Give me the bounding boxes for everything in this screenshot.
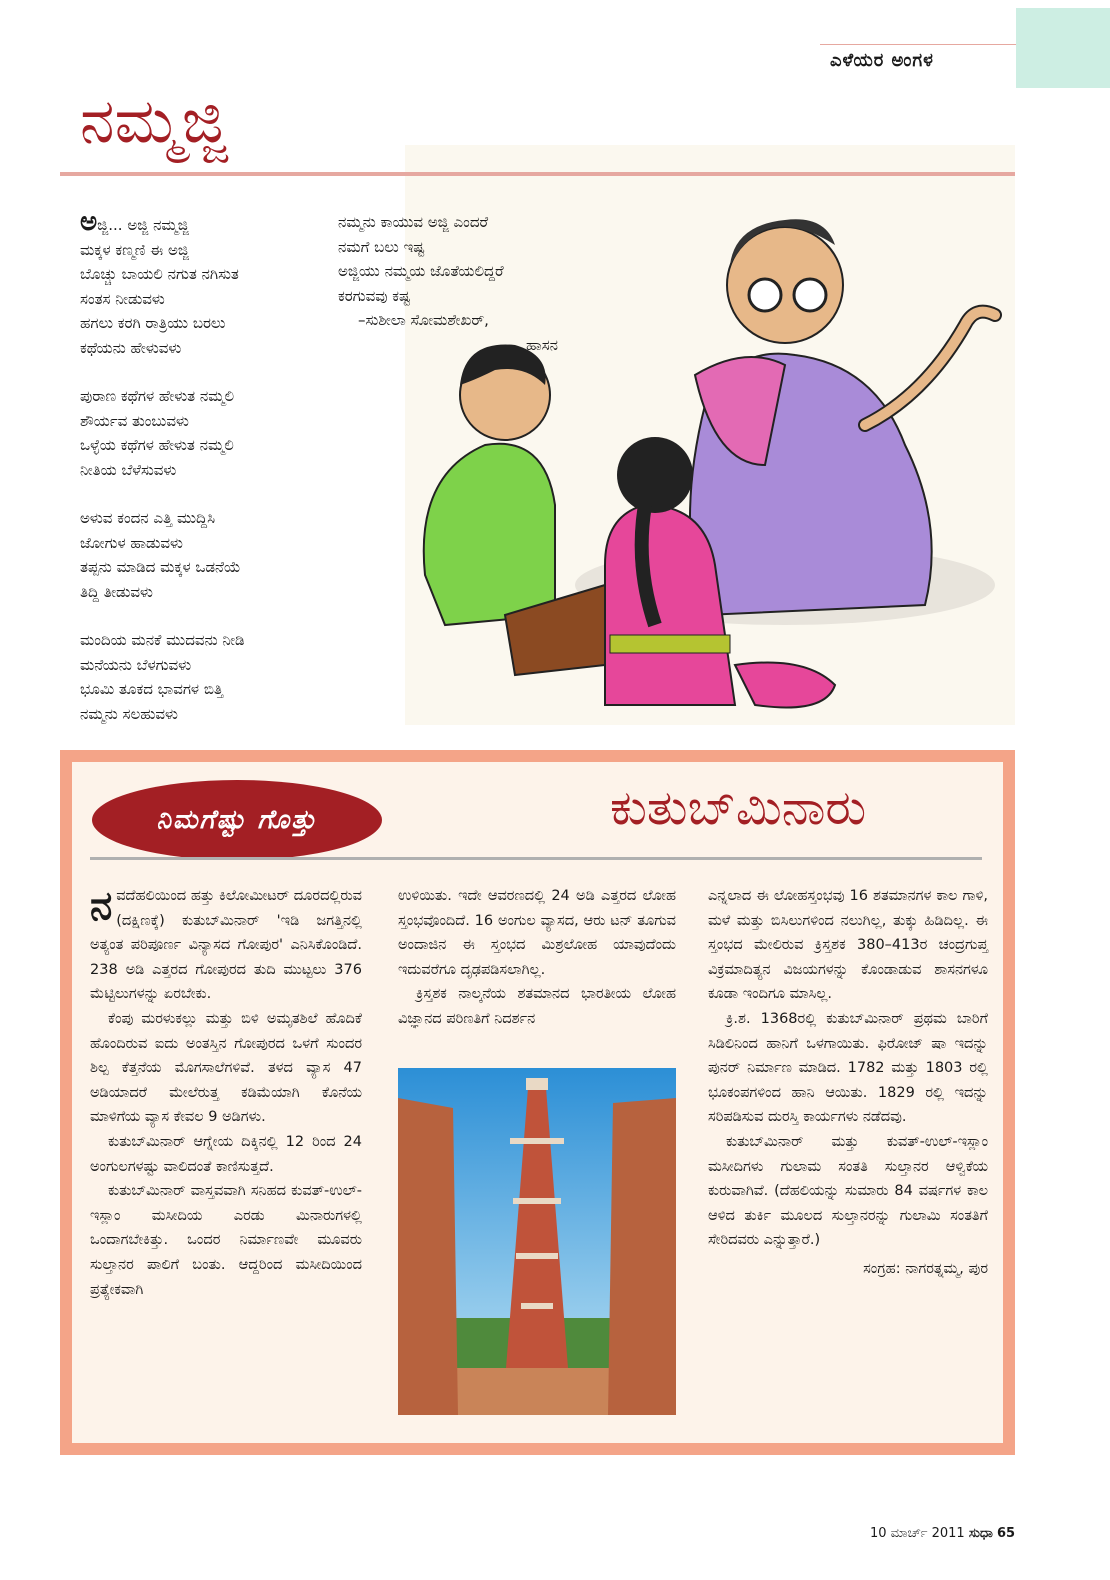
section-label: ಎಳೆಯರ ಅಂಗಳ (830, 50, 934, 71)
article-column-3 (708, 884, 988, 1282)
poem-line: ಸಂತಸ ನೀಡುವಳು (80, 289, 165, 308)
header-rule (820, 44, 1016, 45)
stanza-2 (80, 384, 330, 482)
poem-line: ಮಂದಿಯ ಮನಕೆ ಮುದವನು ನೀಡಿ (80, 631, 245, 649)
poem-line: ಶೌರ್ಯವ ತುಂಬುವಳು (80, 411, 189, 430)
poem-column-2 (338, 210, 558, 357)
article-rule (90, 857, 982, 860)
paragraph-text: ವದೆಹಲಿಯಿಂದ ಹತ್ತು ಕಿಲೋಮೀಟರ್ ದೂರದಲ್ಲಿರುವ (ದಕ್ಷಿಣಕ್ಕೆ) ಕುತುಬ್‌ಮಿನಾರ್ 'ಇಡಿ ಜಗತ್ತಿನಲ್ಲಿ ಅತ್ಯಂತ ಪರಿಪೂರ್ಣ ವಿನ್ಯಾಸದ ಗೋಪುರ' ಎನಿಸಿಕೊಂಡಿದೆ. 238 ಅಡಿ ಎತ್ತರದ ಗೋಪುರದ ತುದಿ ಮುಟ್ಟಲು 376 ಮೆಟ್ಟಿಲುಗಳನ್ನು ಏರಬೇಕು. (90, 888, 362, 1003)
poem-line: ತಪ್ಪನು ಮಾಡಿದ ಮಕ್ಕಳ ಒಡನೆಯೆ (80, 558, 241, 576)
article-credit: ಸಂಗ್ರಹ: ನಾಗರತ್ನಮ್ಮ, ಪುರ (863, 1260, 988, 1277)
paragraph: ಕುತುಬ್‌ಮಿನಾರ್ ವಾಸ್ತವವಾಗಿ ಸನಿಹದ ಕುವತ್-ಉಲ್-ಇಸ್ಲಾಂ ಮಸೀದಿಯ ಎರಡು ಮಿನಾರುಗಳಲ್ಲಿ ಒಂದಾಗಬೇಕಿತ್ತು. ಒಂದರ ನಿರ್ಮಾಣವೇ ಮೂವರು ಸುಲ್ತಾನರ ಪಾಲಿಗೆ ಬಂತು. ಆದ್ದರಿಂದ ಮಸೀದಿಯಿಂದ ಪ್ರತ್ಯೇಕವಾಗಿ (90, 1183, 362, 1298)
poem-line: ನಮ್ಮನು ಸಲಹುವಳು (80, 704, 178, 723)
poem-line: ನೀತಿಯ ಬೆಳೆಸುವಳು (80, 460, 177, 479)
poem-dropcap: ಅ (80, 207, 98, 237)
paragraph: ಎನ್ನಲಾದ ಈ ಲೋಹಸ್ತಂಭವು 16 ಶತಮಾನಗಳ ಕಾಲ ಗಾಳಿ, ಮಳೆ ಮತ್ತು ಬಿಸಿಲುಗಳಿಂದ ನಲುಗಿಲ್ಲ, ತುಕ್ಕು ಹಿಡಿದಿಲ್ಲ. ಈ ಸ್ತಂಭದ ಮೇಲಿರುವ ಕ್ರಿಸ್ತಶಕ 380–413ರ ಚಂದ್ರಗುಪ್ತ ವಿಕ್ರಮಾದಿತ್ಯನ ವಿಜಯಗಳನ್ನು ಕೊಂಡಾಡುವ ಶಾಸನಗಳೂ ಕೂಡಾ ಇಂದಿಗೂ ಮಾಸಿಲ್ಲ. (708, 888, 988, 1003)
paragraph: ಕುತುಬ್‌ಮಿನಾರ್ ಮತ್ತು ಕುವತ್-ಉಲ್-ಇಸ್ಲಾಂ ಮಸೀದಿಗಳು ಗುಲಾಮ ಸಂತತಿ ಸುಲ್ತಾನರ ಆಳ್ವಿಕೆಯ ಕುರುವಾಗಿವೆ. (ದೆಹಲಿಯನ್ನು ಸುಮಾರು 84 ವರ್ಷಗಳ ಕಾಲ ಆಳಿದ ತುರ್ಕಿ ಮೂಲದ ಸುಲ್ತಾನರನ್ನು ಗುಲಾಮಿ ಸಂತತಿಗೆ ಸೇರಿದವರು ಎನ್ನುತ್ತಾರೆ.) (708, 1133, 988, 1249)
poem-line: ತಿದ್ದಿ ತೀಡುವಳು (80, 582, 153, 601)
paragraph: ಉಳಿಯಿತು. ಇದೇ ಆವರಣದಲ್ಲಿ 24 ಅಡಿ ಎತ್ತರದ ಲೋಹ ಸ್ತಂಭವೊಂದಿದೆ. 16 ಅಂಗುಲ ವ್ಯಾಸದ, ಆರು ಟನ್ ತೂಗುವ ಅಂದಾಜಿನ ಈ ಸ್ತಂಭದ ಮಿಶ್ರಲೋಹ ಯಾವುದೆಂದು ಇದುವರೆಗೂ ದೃಢಪಡಿಸಲಾಗಿಲ್ಲ. (398, 888, 676, 978)
paragraph: ಕ್ರಿಸ್ತಶಕ ನಾಲ್ಕನೆಯ ಶತಮಾನದ ಭಾರತೀಯ ಲೋಹ ವಿಜ್ಞಾನದ ಪರಿಣತಿಗೆ ನಿದರ್ಶನ (398, 986, 676, 1027)
title-rule (60, 172, 1015, 176)
poem-line: ಮನೆಯನು ಬೆಳಗುವಳು (80, 655, 192, 674)
page-number: 65 (996, 1526, 1016, 1541)
stanza-4 (80, 628, 330, 726)
article-column-2 (398, 884, 676, 1032)
poem-line: ಹಗಲು ಕರಗಿ ರಾತ್ರಿಯು ಬರಲು (80, 314, 226, 332)
poem-line-text: ಜ್ಜಿ... ಅಜ್ಜಿ ನಮ್ಮಜ್ಜಿ (97, 216, 189, 234)
poem-line: ಭೂಮಿ ತೂಕದ ಭಾವಗಳ ಬಿತ್ತಿ (80, 680, 224, 698)
poem-column-1 (80, 207, 330, 750)
paragraph: ಕ್ರಿ.ಶ. 1368ರಲ್ಲಿ ಕುತುಬ್‌ಮಿನಾರ್ ಪ್ರಥಮ ಬಾರಿಗೆ ಸಿಡಿಲಿನಿಂದ ಹಾನಿಗೆ ಒಳಗಾಯಿತು. ಫಿರೋಜ್ ಷಾ ಇದನ್ನು ಪುನರ್ ನಿರ್ಮಾಣ ಮಾಡಿದ. 1782 ಮತ್ತು 1803 ರಲ್ಲಿ ಭೂಕಂಪಗಳಿಂದ ಹಾನಿ ಆಯಿತು. 1829 ರಲ್ಲಿ ಇದನ್ನು ಸರಿಪಡಿಸುವ ದುರಸ್ತಿ ಕಾರ್ಯಗಳು ನಡೆದವು. (708, 1010, 988, 1126)
poem-place: ಹಾಸನ (526, 335, 558, 354)
poem-line: ಪುರಾಣ ಕಥೆಗಳ ಹೇಳುತ ನಮ್ಮಲಿ (80, 387, 235, 405)
poem-title: ನಮ್ಮಜ್ಜಿ (80, 84, 228, 157)
poem-line: ಮಕ್ಕಳ ಕಣ್ಮಣಿ ಈ ಅಜ್ಜಿ (80, 240, 189, 259)
poem-line: ನಮ್ಮನು ಕಾಯುವ ಅಜ್ಜಿ ಎಂದರೆ (338, 213, 489, 231)
corner-color-block (1016, 8, 1110, 88)
poem-line: ಕಥೆಯನು ಹೇಳುವಳು (80, 338, 182, 357)
qutub-minar-photo (398, 1068, 676, 1415)
article-column-1 (90, 884, 362, 1302)
poem-line: ಅಳುವ ಕಂದನ ಎತ್ತಿ ಮುದ್ದಿಸಿ (80, 509, 216, 527)
poem-line: ಒಳ್ಳೆಯ ಕಥೆಗಳ ಹೇಳುತ ನಮ್ಮಲಿ (80, 436, 234, 454)
paragraph: ಕುತುಬ್‌ಮಿನಾರ್ ಆಗ್ನೇಯ ದಿಕ್ಕಿನಲ್ಲಿ 12 ರಿಂದ 24 ಅಂಗುಲಗಳಷ್ಟು ವಾಲಿದಂತೆ ಕಾಣಿಸುತ್ತದೆ. (90, 1133, 362, 1175)
issue-date: 10 ಮಾರ್ಚ್ 2011 (870, 1526, 965, 1541)
stanza-1 (80, 207, 330, 360)
magazine-name: ಸುಧಾ (968, 1526, 993, 1541)
paragraph: ಕೆಂಪು ಮರಳುಕಲ್ಲು ಮತ್ತು ಬಿಳಿ ಅಮೃತಶಿಲೆ ಹೊದಿಕೆ ಹೊಂದಿರುವ ಐದು ಅಂತಸ್ತಿನ ಗೋಪುರದ ಒಳಗೆ ಸುಂದರ ಶಿಲ್ಪ ಕೆತ್ತನೆಯ ಮೊಗಸಾಲೆಗಳಿವೆ. ತಳದ ವ್ಯಾಸ 47 ಅಡಿಯಾದರೆ ಮೇಲೆರುತ್ತ ಕಡಿಮೆಯಾಗಿ ಕೊನೆಯ ಮಾಳಿಗೆಯ ವ್ಯಾಸ ಕೇವಲ 9 ಅಡಿಗಳು. (90, 1010, 362, 1126)
paragraph (90, 884, 362, 1007)
article-dropcap: ನ (90, 883, 113, 929)
poem-author: –ಸುಶೀಲಾ ಸೋಮಶೇಖರ್, (358, 311, 489, 329)
poem-line: ನಮಗೆ ಬಲು ಇಷ್ಟ (338, 237, 425, 256)
stanza-3 (80, 506, 330, 604)
poem-line: ಬೊಚ್ಚು ಬಾಯಲಿ ನಗುತ ನಗಿಸುತ (80, 265, 239, 283)
article-ribbon: ನಿಮಗೆಷ್ಟು ಗೊತ್ತು (92, 780, 382, 860)
article-title: ಕುತುಬ್‌ಮಿನಾರು (610, 780, 867, 836)
poem-line: ಅಜ್ಜಿಯು ನಮ್ಮಯ ಜೊತೆಯಲಿದ್ದರೆ (338, 262, 504, 280)
poem-line: ಕರಗುವವು ಕಷ್ಟ (338, 286, 411, 305)
poem-line: ಜೋಗುಳ ಹಾಡುವಳು (80, 533, 183, 552)
poem-line (80, 207, 330, 238)
page-footer (870, 1526, 1015, 1541)
